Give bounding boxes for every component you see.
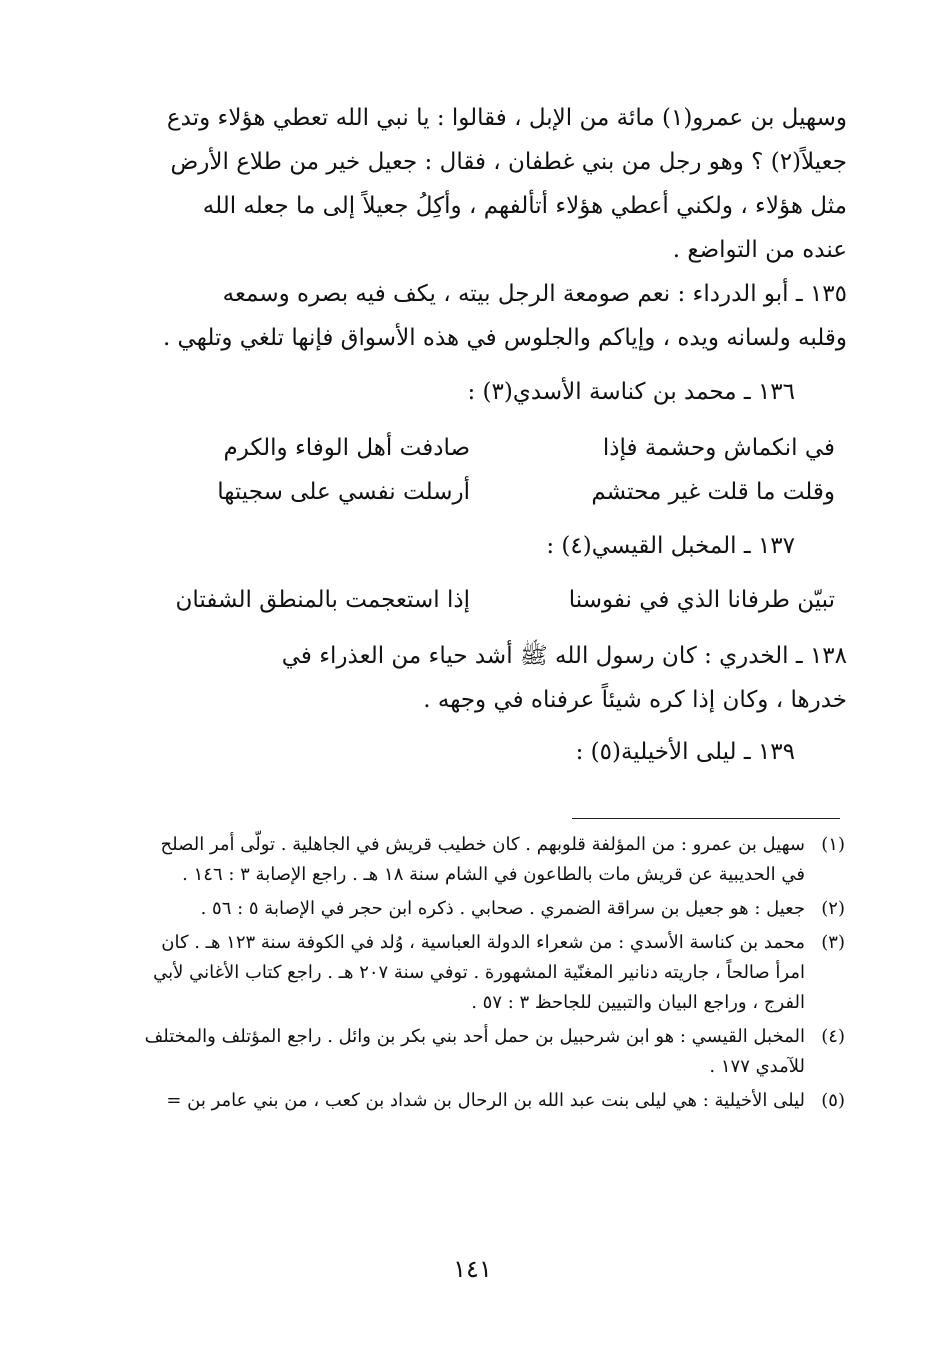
footnote (135, 928, 845, 1018)
entry-heading-139: ١٣٩ ـ ليلى الأخيلية(٥) : (575, 739, 795, 765)
entry-heading-137: ١٣٧ ـ المخبل القيسي(٤) : (546, 533, 795, 559)
text-line: عنده من التواضع . (672, 237, 847, 263)
footnote-text: ليلى الأخيلية : هي ليلى بنت عبد الله بن الرحال بن شداد بن كعب ، من بني عامر بن = (166, 1090, 805, 1111)
footnote-number: (٥) (821, 1090, 845, 1111)
text-line: وقلبه ولسانه ويده ، وإياكم والجلوس في هذه الأسواق فإنها تلغي وتلهي . (162, 325, 847, 351)
footnote (135, 1022, 845, 1082)
footnote-text: محمد بن كناسة الأسدي : من شعراء الدولة العباسية ، وُلد في الكوفة سنة ١٢٣ هـ . كان امرأ صالحاً ، جاريته دنانير المغنّية المشهورة . توفي سنة ٢٠٧ هـ . راجع كتاب الأغاني لأبي الفرج ، وراجع البيان والتبيين للجاحظ ٣ : ٥٧ . (153, 932, 805, 1013)
paragraph-135 (137, 272, 847, 360)
footnote (135, 894, 845, 924)
footnote (135, 1086, 845, 1116)
text-line: مثل هؤلاء ، ولكني أعطي هؤلاء أتألفهم ، وأكِلُ جعيلاً إلى ما جعله الله (202, 193, 847, 219)
verse-hemistich: تبيّن طرفانا الذي في نفوسنا (568, 587, 835, 613)
footnote-number: (١) (821, 834, 845, 855)
text-line: ١٣٥ ـ أبو الدرداء : نعم صومعة الرجل بيته ، يكف فيه بصره وسمعه (222, 281, 847, 307)
footnote-number: (٣) (821, 932, 845, 953)
paragraph-138 (137, 634, 847, 722)
text-line: خدرها ، وكان إذا كره شيئاً عرفناه في وجهه . (423, 687, 847, 713)
footnote (135, 830, 845, 890)
verse-hemistich: أرسلت نفسي على سجيتها (217, 479, 470, 505)
footnote-number: (٤) (821, 1026, 845, 1047)
verse-hemistich: إذا استعجمت بالمنطق الشفتان (175, 587, 470, 613)
footnote-text: جعيل : هو جعيل بن سراقة الضمري . صحابي . ذكره ابن حجر في الإصابة ٥ : ٥٦ . (200, 898, 805, 919)
verse-hemistich: في انكماش وحشمة فإذا (602, 435, 835, 461)
footnotes (135, 830, 845, 1120)
page-number: ١٤١ (453, 1255, 492, 1283)
footnote-text: سهيل بن عمرو : من المؤلفة قلوبهم . كان خطيب قريش في الجاهلية . تولّى أمر الصلح في الحديبية عن قريش مات بالطاعون في الشام سنة ١٨ هـ . راجع الإصابة ٣ : ١٤٦ . (160, 834, 805, 885)
verse-hemistich: صادفت أهل الوفاء والكرم (223, 435, 470, 461)
paragraph-134-continued (137, 96, 847, 272)
text-line: وسهيل بن عمرو(١) مائة من الإبل ، فقالوا : يا نبي الله تعطي هؤلاء وتدع (166, 105, 847, 131)
verse-hemistich: وقلت ما قلت غير محتشم (591, 479, 835, 505)
entry-heading-136: ١٣٦ ـ محمد بن كناسة الأسدي(٣) : (467, 379, 795, 405)
text-line: جعيلاً(٢) ؟ وهو رجل من بني غطفان ، فقال : جعيل خير من طلاع الأرض (170, 149, 847, 175)
footnote-separator (572, 818, 840, 819)
footnote-number: (٢) (821, 898, 845, 919)
footnote-text: المخبل القيسي : هو ابن شرحبيل بن حمل أحد بني بكر بن وائل . راجع المؤتلف والمختلف للآمدي ١٧٧ . (144, 1026, 805, 1077)
text-line: ١٣٨ ـ الخدري : كان رسول الله ﷺ أشد حياء من العذراء في (281, 643, 847, 669)
